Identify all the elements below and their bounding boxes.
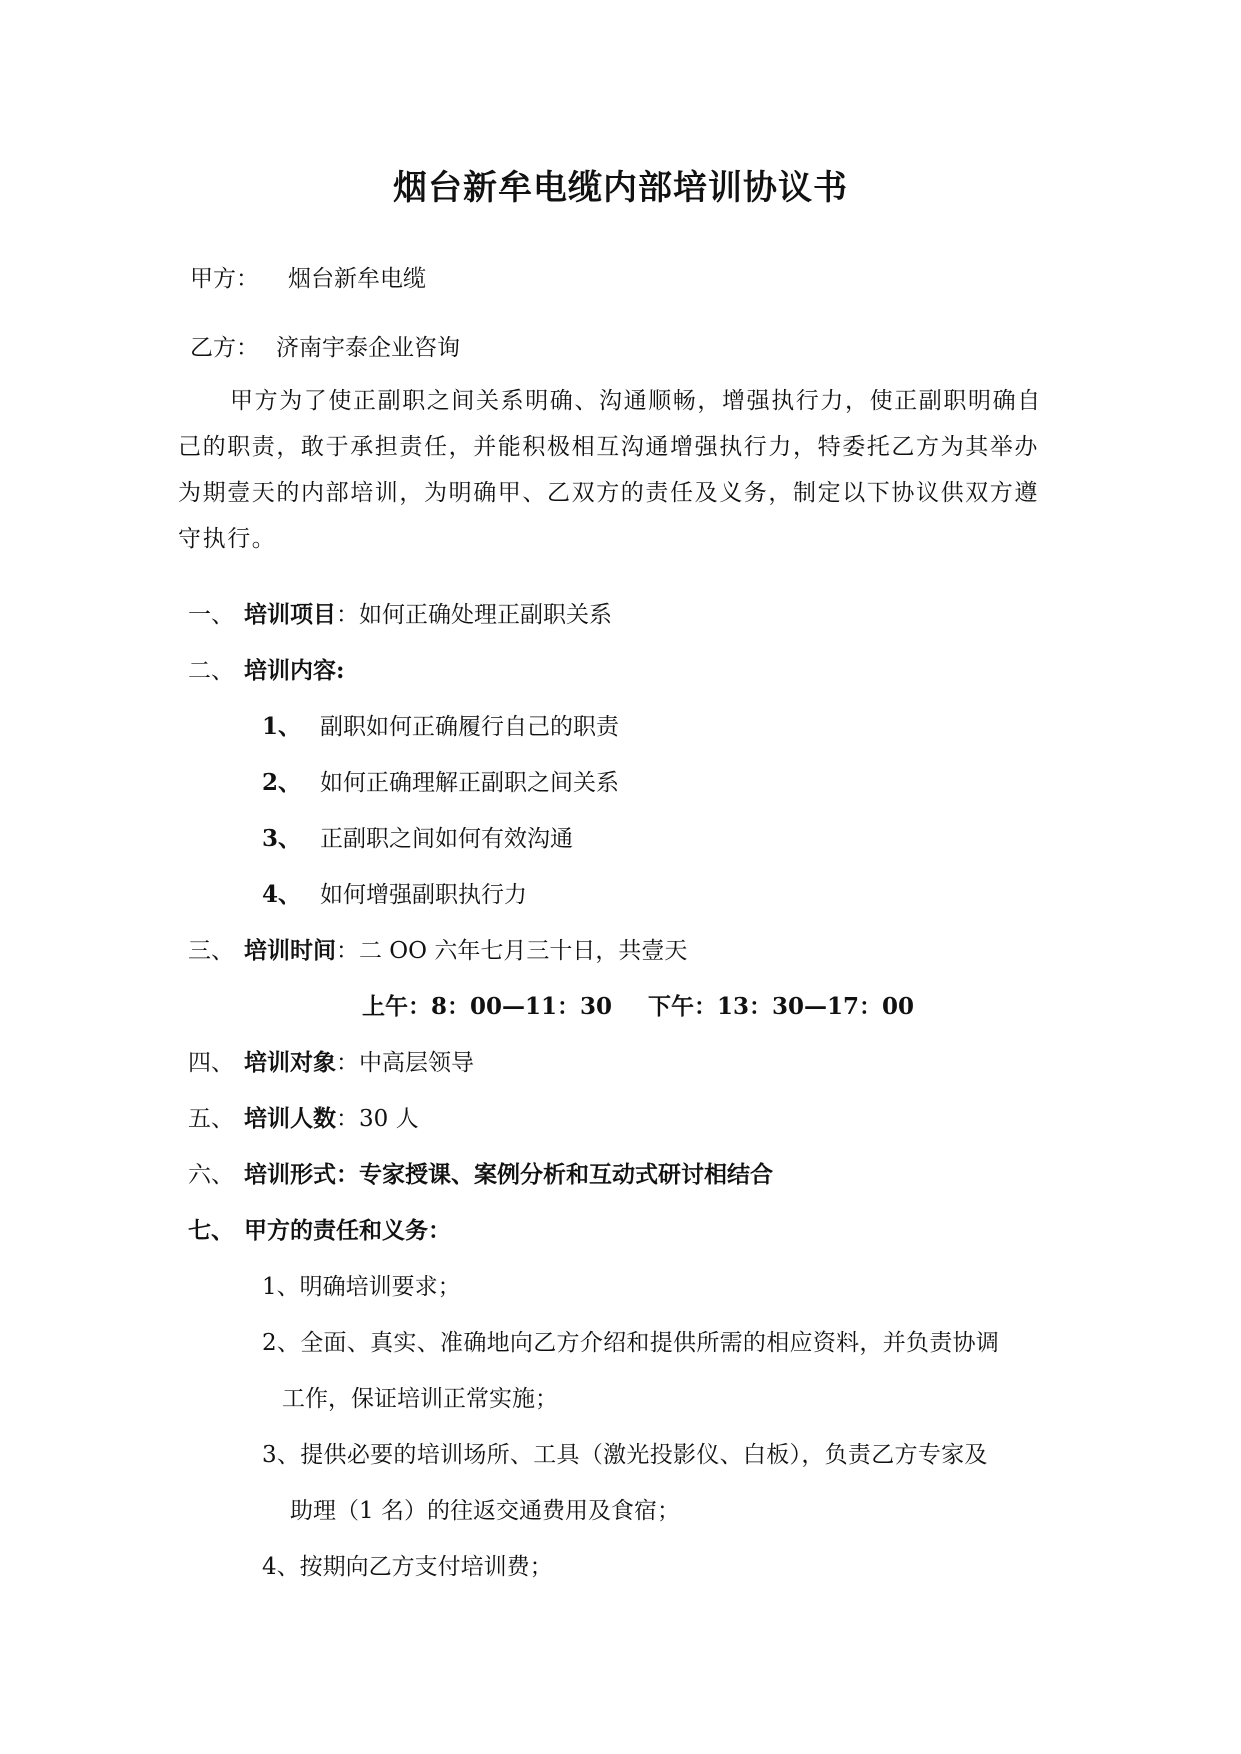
section-1 [188, 600, 612, 630]
section-4-label: 培训对象 [244, 1049, 336, 1076]
duty-item-3: 3、提供必要的培训场所、工具（激光投影仪、白板），负责乙方专家及 [262, 1442, 988, 1468]
duty-item-2: 2、全面、真实、准确地向乙方介绍和提供所需的相应资料，并负责协调 [262, 1330, 1000, 1356]
section-2-label: 培训内容 [244, 657, 336, 684]
page-title: 烟台新牟电缆内部培训协议书 [393, 168, 848, 208]
content-item-num: 3、 [262, 825, 302, 852]
section-2-colon: : [336, 657, 345, 684]
party-a-row [190, 264, 259, 294]
duty-item-2-cont: 工作，保证培训正常实施； [282, 1386, 558, 1412]
duty-item-4: 4、按期向乙方支付培训费； [262, 1554, 553, 1580]
section-3-value: ：二 OO 六年七月三十日，共壹天 [336, 938, 688, 964]
section-4-num: 四、 [188, 1050, 234, 1076]
section-3-num: 三、 [188, 938, 234, 964]
section-7-label: 甲方的责任和义务： [244, 1217, 451, 1244]
content-item-text: 副职如何正确履行自己的职责 [320, 714, 619, 740]
content-item-num: 4、 [262, 881, 302, 908]
section-4 [188, 1048, 474, 1078]
party-b-name: 济南宇泰企业咨询 [276, 335, 460, 361]
section-6-label: 培训形式：专家授课、案例分析和互动式研讨相结合 [244, 1161, 773, 1188]
section-1-value: ：如何正确处理正副职关系 [336, 602, 612, 628]
schedule-morning: 上午：8：00—11：30 [362, 993, 613, 1020]
section-4-value: ：中高层领导 [336, 1050, 474, 1076]
party-b-row [190, 333, 259, 363]
schedule-afternoon: 下午：13：30—17：00 [648, 993, 915, 1020]
section-6 [188, 1160, 773, 1190]
section-1-label: 培训项目 [244, 601, 336, 628]
section-2 [188, 656, 345, 686]
party-a-label: 甲方： [190, 266, 259, 292]
content-item-4 [262, 880, 527, 910]
party-b-label: 乙方： [190, 335, 259, 361]
content-item-num: 1、 [262, 713, 302, 740]
section-5 [188, 1104, 419, 1134]
content-item-text: 正副职之间如何有效沟通 [320, 826, 573, 852]
section-5-num: 五、 [188, 1106, 234, 1132]
intro-paragraph [178, 378, 1058, 562]
section-5-label: 培训人数 [244, 1105, 336, 1132]
section-7-num: 七、 [188, 1217, 234, 1244]
content-item-num: 2、 [262, 769, 302, 796]
party-a-name: 烟台新牟电缆 [288, 266, 426, 292]
section-3-label: 培训时间 [244, 937, 336, 964]
section-5-value: ：30 人 [336, 1106, 419, 1132]
content-item-2 [262, 768, 619, 798]
section-3 [188, 936, 687, 966]
section-6-num: 六、 [188, 1162, 234, 1188]
duty-item-1: 1、明确培训要求； [262, 1274, 461, 1300]
section-2-num: 二、 [188, 658, 234, 684]
content-item-text: 如何正确理解正副职之间关系 [320, 770, 619, 796]
content-item-1 [262, 712, 619, 742]
content-item-3 [262, 824, 573, 854]
content-item-text: 如何增强副职执行力 [320, 882, 527, 908]
intro-text: 甲方为了使正副职之间关系明确、沟通顺畅，增强执行力，使正副职明确自己的职责，敢于承担责任，并能积极相互沟通增强执行力，特委托乙方为其举办为期壹天的内部培训，为明确甲、乙双方的责任及义务，制定以下协议供双方遵守执行。 [178, 388, 1042, 552]
duty-item-3-cont: 助理（1 名）的往返交通费用及食宿； [290, 1498, 680, 1524]
section-7 [188, 1216, 451, 1246]
section-1-num: 一、 [188, 602, 234, 628]
